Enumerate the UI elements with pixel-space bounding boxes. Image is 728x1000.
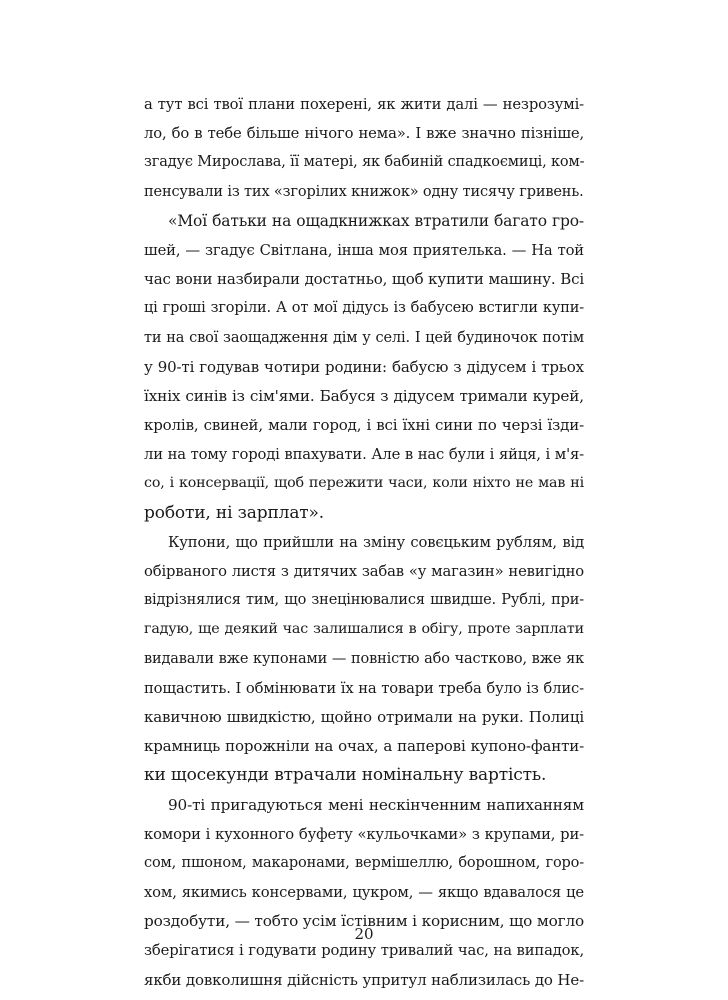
text-line: їхніх синів із сім'ями. Бабуся з дідусем тримали курей, (144, 386, 584, 405)
text-line: гадую, ще деякий час залишалися в обігу, проте зарплати (144, 621, 584, 638)
text-line: комори і кухонного буфету «кульочками» з крупами, ри- (144, 825, 584, 843)
text-line: ли на тому городі впахувати. Але в нас були і яйця, і м'я- (144, 446, 584, 464)
text-line: час вони назбирали достатньо, щоб купити машину. Всі (144, 270, 584, 289)
text-line: ти на свої заощадження дім у селі. І цей будиночок потім (144, 329, 584, 346)
body-text (144, 90, 584, 995)
text-line: сом, пшоном, макаронами, вермішеллю, борошном, горо- (144, 854, 584, 871)
text-line: у 90-ті годував чотири родини: бабусю з дідусем і трьох (144, 357, 584, 376)
text-line: ки щосекунди втрачали номінальну вартість. (144, 765, 547, 786)
text-line: 90-ті пригадуються мені нескінченним напиханням (168, 795, 584, 814)
text-line: хом, якимись консервами, цукром, — якщо вдавалося це (144, 884, 584, 902)
text-line: якби довколишня дійсність упритул наблизилась до Не- (144, 970, 584, 989)
text-line: ці гроші згоріли. А от мої дідусь із бабусею встигли купи- (144, 300, 584, 317)
text-line: видавали вже купонами — повністю або частково, вже як (144, 650, 584, 667)
text-line: Купони, що прийшли на зміну совєцьким рублям, від (168, 533, 584, 551)
text-line: роздобути, — тобто усім їстівним і корисним, що могло (144, 912, 585, 931)
text-line: обірваного листя з дитячих забав «у магазин» невигідно (144, 563, 584, 580)
text-line: відрізнялися тим, що знецінювалися швидше. Рублі, при- (144, 592, 584, 609)
text-line: ло, бо в тебе більше нічого нема». І вже значно пізніше, (144, 125, 584, 143)
text-line: зберігатися і годувати родину тривалий час, на випадок, (144, 942, 584, 960)
text-line: со, і консервації, щоб пережити часи, коли ніхто не мав ні (144, 475, 584, 492)
text-line: кролів, свиней, мали город, і всі їхні сини по черзі їзди- (144, 416, 584, 435)
text-line: шей, — згадує Світлана, інша моя приятелька. — На той (144, 241, 584, 259)
text-line: згадує Мирослава, її матері, як бабиній спадкоємиці, ком- (144, 154, 585, 171)
text-line: кавичною швидкістю, щойно отримали на руки. Полиці (144, 707, 584, 726)
page-number: 20 (354, 925, 374, 943)
text-line: пенсували із тих «згорілих книжок» одну тисячу гривень. (144, 183, 584, 200)
text-line: роботи, ні зарплат». (144, 502, 325, 523)
text-line: «Мої батьки на ощадкнижках втратили багато гро- (168, 211, 584, 230)
text-line: а тут всі твої плани похерені, як жити далі — незрозумі- (144, 96, 584, 113)
text-line: пощастить. І обмінювати їх на товари треба було із блис- (144, 679, 584, 697)
text-line: крамниць порожніли на очах, а паперові купоно-фанти- (144, 737, 584, 756)
